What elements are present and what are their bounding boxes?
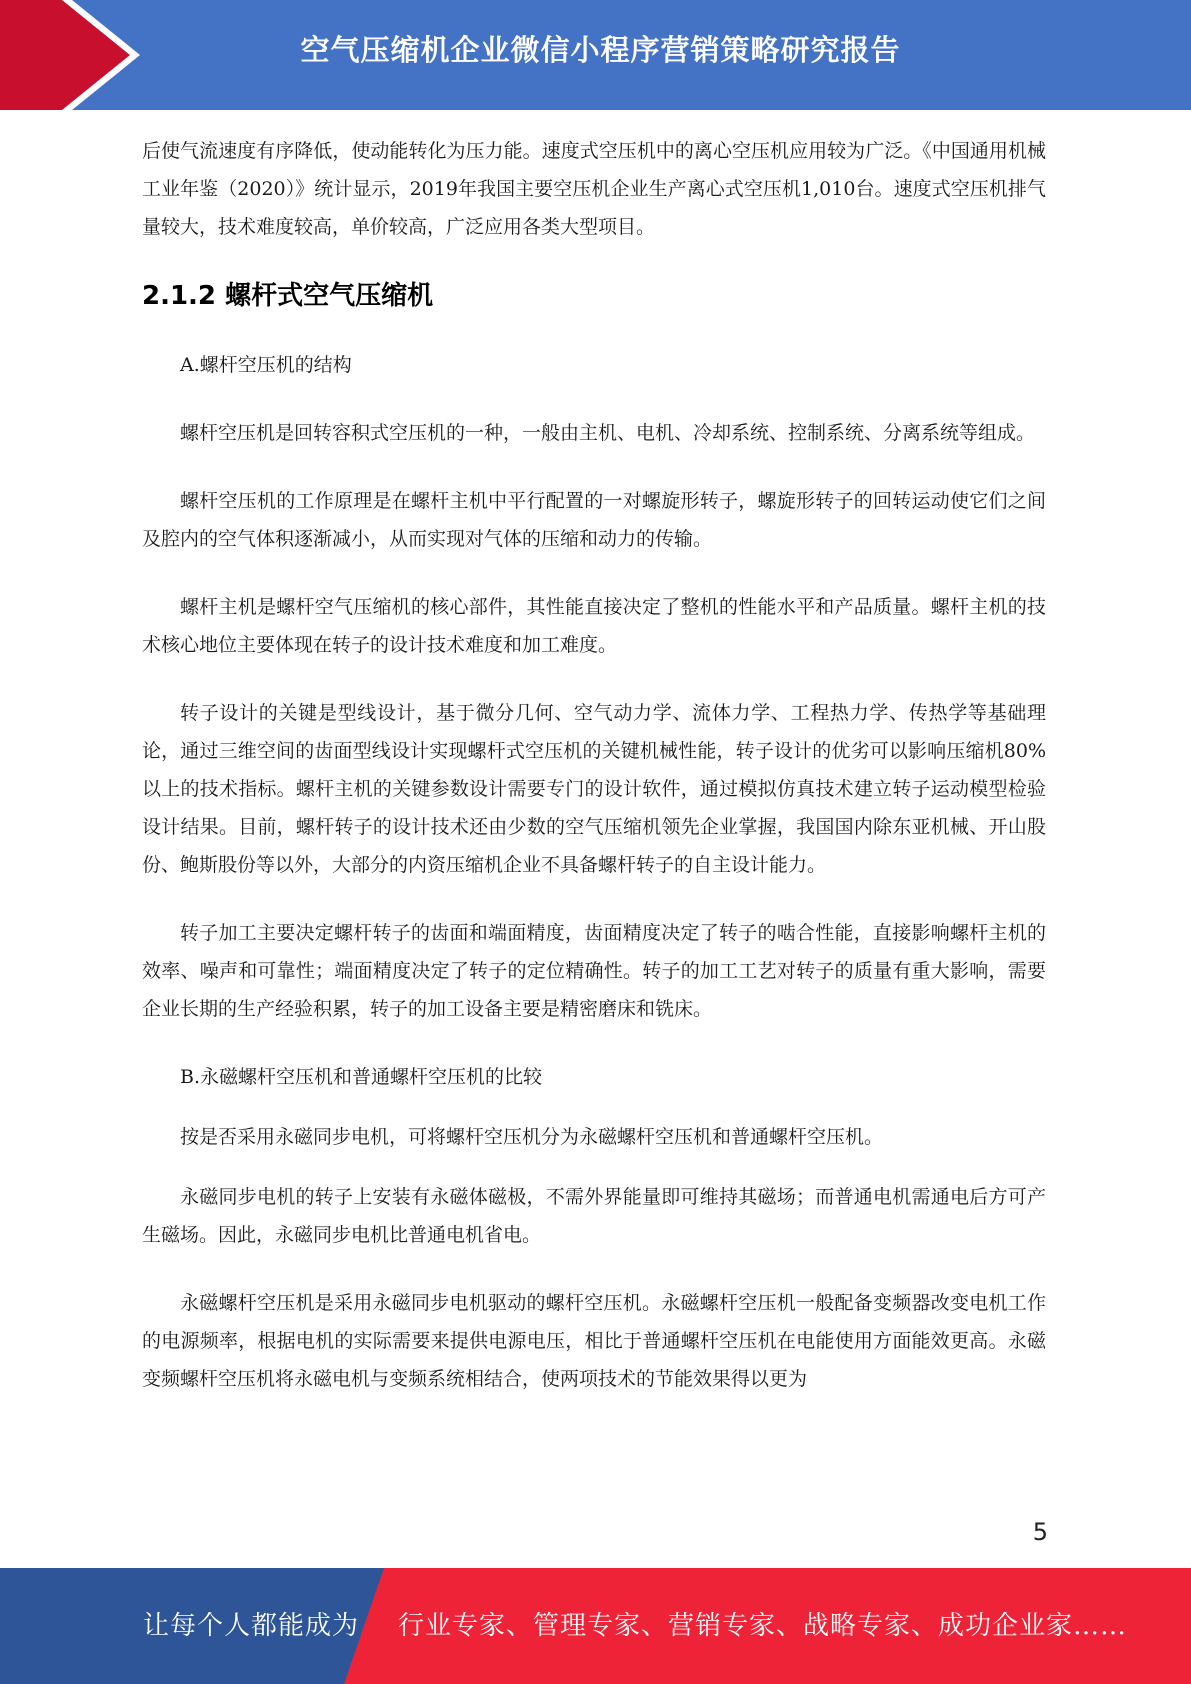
paragraph-principle: 螺杆空压机的工作原理是在螺杆主机中平行配置的一对螺旋形转子，螺旋形转子的回转运动使它们之间及腔内的空气体积逐渐减小，从而实现对气体的压缩和动力的传输。 [142, 490, 1046, 550]
document-body [142, 132, 1046, 1428]
paragraph-structure: 螺杆空压机是回转容积式空压机的一种，一般由主机、电机、冷却系统、控制系统、分离系统等组成。 [180, 422, 1036, 444]
footer-slogan-right: 行业专家、管理专家、营销专家、战略专家、成功企业家…… [398, 1611, 1128, 1641]
paragraph-rotor-design: 转子设计的关键是型线设计，基于微分几何、空气动力学、流体力学、工程热力学、传热学等基础理论，通过三维空间的齿面型线设计实现螺杆式空压机的关键机械性能，转子设计的优劣可以影响压缩机80%以上的技术指标。螺杆主机的关键参数设计需要专门的设计软件，通过模拟仿真技术建立转子运动模型检验设计结果。目前，螺杆转子的设计技术还由少数的空气压缩机领先企业掌握，我国国内除东亚机械、开山股份、鲍斯股份等以外，大部分的内资压缩机企业不具备螺杆转子的自主设计能力。 [142, 702, 1046, 876]
paragraph-core-component: 螺杆主机是螺杆空气压缩机的核心部件，其性能直接决定了整机的性能水平和产品质量。螺杆主机的技术核心地位主要体现在转子的设计技术难度和加工难度。 [142, 596, 1046, 656]
report-title: 空气压缩机企业微信小程序营销策略研究报告 [300, 33, 901, 67]
intro-paragraph: 后使气流速度有序降低，使动能转化为压力能。速度式空压机中的离心空压机应用较为广泛。《中国通用机械工业年鉴（2020）》统计显示，2019年我国主要空压机企业生产离心式空压机1,010台。速度式空压机排气量较大，技术难度较高，单价较高，广泛应用各类大型项目。 [142, 140, 1046, 238]
paragraph-pm-compressor: 永磁螺杆空压机是采用永磁同步电机驱动的螺杆空压机。永磁螺杆空压机一般配备变频器改变电机工作的电源频率，根据电机的实际需要来提供电源电压，相比于普通螺杆空压机在电能使用方面能效更高。永磁变频螺杆空压机将永磁电机与变频系统相结合，使两项技术的节能效果得以更为 [142, 1292, 1046, 1390]
subheading-b: B.永磁螺杆空压机和普通螺杆空压机的比较 [180, 1066, 543, 1088]
header-chevron-icon [0, 0, 160, 110]
subheading-a: A.螺杆空压机的结构 [180, 354, 352, 376]
paragraph-classification: 按是否采用永磁同步电机，可将螺杆空压机分为永磁螺杆空压机和普通螺杆空压机。 [180, 1126, 884, 1148]
footer-slogan-left: 让每个人都能成为 [143, 1611, 360, 1641]
paragraph-rotor-machining: 转子加工主要决定螺杆转子的齿面和端面精度，齿面精度决定了转子的啮合性能，直接影响螺杆主机的效率、噪声和可靠性；端面精度决定了转子的定位精确性。转子的加工工艺对转子的质量有重大影响，需要企业长期的生产经验积累，转子的加工设备主要是精密磨床和铣床。 [142, 922, 1046, 1020]
page-number: 5 [1032, 1518, 1048, 1546]
page-footer [0, 1568, 1191, 1684]
page-header [0, 0, 1191, 110]
section-heading: 2.1.2 螺杆式空气压缩机 [142, 281, 434, 311]
paragraph-pm-motor: 永磁同步电机的转子上安装有永磁体磁极，不需外界能量即可维持其磁场；而普通电机需通电后方可产生磁场。因此，永磁同步电机比普通电机省电。 [142, 1186, 1046, 1246]
